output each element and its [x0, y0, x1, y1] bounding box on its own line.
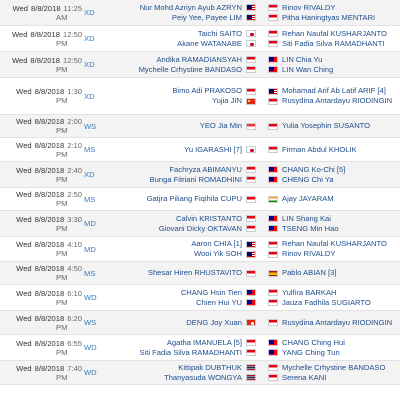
match-time: 2:00 — [67, 117, 82, 126]
match-time: 3:30 — [67, 214, 82, 224]
team1-flags — [244, 78, 258, 114]
match-row[interactable] — [0, 211, 400, 237]
match-weekday: Wed — [11, 29, 28, 39]
match-time: 12:50 — [62, 29, 82, 39]
player-name-link[interactable]: Pablo ABIAN [3] — [282, 268, 337, 277]
player-name-link[interactable]: CHANG Ching Hui — [282, 337, 345, 347]
match-date: 8/8/2018 — [30, 3, 61, 13]
team2-players — [282, 138, 400, 161]
match-event — [82, 262, 114, 284]
player-name-link[interactable]: TSENG Min Hao — [282, 223, 339, 233]
match-event — [82, 188, 114, 210]
team1-players — [112, 188, 242, 210]
match-ampm: PM — [56, 199, 68, 208]
match-weekday: Wed — [16, 313, 32, 323]
player-name-link[interactable]: Mychelle Crhystine BANDASO — [138, 64, 242, 74]
match-date: 8/8/2018 — [34, 363, 65, 373]
team1-players — [112, 335, 242, 360]
match-time: 2:40 — [67, 165, 82, 175]
flag-tpe-icon — [268, 166, 278, 173]
team1-players — [112, 52, 242, 77]
player-name-link[interactable]: Kittipak DUBTHUK — [178, 362, 242, 372]
match-ampm: PM — [56, 322, 68, 332]
flag-ina-icon — [246, 88, 256, 95]
team2-players — [282, 361, 400, 384]
match-date: 8/8/2018 — [34, 117, 65, 126]
team2-flags — [266, 262, 280, 284]
flag-mas-icon — [268, 88, 278, 95]
match-ampm: AM — [56, 12, 68, 22]
player-name-link[interactable]: Siti Fadia Silva RAMADHANTI — [282, 38, 385, 48]
match-weekday: Wed — [16, 190, 32, 199]
match-datetime — [0, 78, 82, 114]
player-name-link[interactable]: Mohamad Arif Ab Latif ARIF [4] — [282, 86, 386, 95]
match-row[interactable] — [0, 262, 400, 285]
match-weekday: Wed — [16, 264, 32, 273]
player-name-link[interactable]: Bimo Adi PRAKOSO — [172, 86, 242, 95]
flag-ina-icon — [246, 339, 256, 346]
team1-flags — [244, 211, 258, 236]
event-code: XD — [84, 170, 95, 179]
player-name-link[interactable]: Siti Fadia Silva RAMADHANTI — [139, 347, 242, 357]
player-name-link[interactable]: Ajay JAYARAM — [282, 194, 334, 203]
match-row[interactable] — [0, 162, 400, 188]
match-weekday: Wed — [16, 288, 32, 298]
flag-ina-icon — [246, 66, 256, 73]
team1-players — [112, 0, 242, 25]
flag-ina-icon — [246, 176, 256, 183]
flag-ina-icon — [268, 123, 278, 130]
team2-players — [282, 335, 400, 360]
event-code: MD — [84, 244, 96, 254]
team2-flags — [266, 361, 280, 384]
flag-tpe-icon — [268, 56, 278, 63]
match-weekday: Wed — [16, 165, 32, 175]
player-name-link[interactable]: YANG Ching Tun — [282, 347, 340, 357]
match-date: 8/8/2018 — [34, 190, 65, 199]
player-name-link[interactable]: Peiy Yee, Payee LIM — [171, 12, 242, 22]
match-weekday: Wed — [16, 338, 32, 348]
team1-players — [112, 262, 242, 284]
team2-players — [282, 285, 400, 310]
match-weekday: Wed — [16, 140, 32, 150]
team2-players — [282, 311, 400, 334]
match-datetime — [0, 285, 82, 310]
match-time: 12:50 — [62, 55, 82, 65]
player-name-link[interactable]: Nur Mohd Azriyn Ayub AZRYN — [139, 2, 242, 12]
player-name-link[interactable]: Yulia Yosephin SUSANTO — [282, 121, 371, 130]
match-row[interactable] — [0, 0, 400, 26]
team2-flags — [266, 335, 280, 360]
flag-ina-icon — [268, 299, 278, 306]
team1-flags — [244, 335, 258, 360]
team2-flags — [266, 237, 280, 261]
player-name-link[interactable]: Yulfira BARKAH — [282, 287, 337, 297]
match-ampm: PM — [56, 174, 68, 184]
event-code: WD — [84, 293, 97, 302]
player-name-link[interactable]: Rehan Naufal KUSHARJANTO — [282, 239, 387, 248]
team2-players — [282, 115, 400, 137]
flag-tha-icon — [246, 374, 256, 381]
match-datetime — [0, 115, 82, 137]
player-name-link[interactable]: Agatha IMANUELA [5] — [166, 337, 242, 347]
match-ampm: PM — [56, 249, 68, 258]
team1-players — [112, 361, 242, 384]
team2-players — [282, 162, 400, 187]
match-time: 11:25 — [63, 3, 82, 13]
match-time: 1:30 — [67, 87, 82, 96]
team2-flags — [266, 188, 280, 210]
match-ampm: PM — [56, 347, 68, 357]
team2-flags — [266, 138, 280, 161]
match-datetime — [0, 188, 82, 210]
match-date: 8/8/2018 — [34, 240, 65, 249]
match-date: 8/8/2018 — [34, 140, 65, 150]
match-event — [82, 361, 114, 384]
match-row[interactable] — [0, 285, 400, 311]
match-time: 4:10 — [67, 240, 82, 249]
player-name-link[interactable]: Giovani Dicky OKTAVAN — [158, 223, 242, 233]
team1-players — [112, 162, 242, 187]
match-date: 8/8/2018 — [34, 214, 65, 224]
match-time: 2:10 — [67, 140, 82, 150]
match-date: 8/8/2018 — [30, 29, 60, 39]
match-datetime — [0, 361, 82, 384]
flag-jpn-icon — [246, 40, 256, 47]
event-code: MS — [84, 145, 96, 154]
match-date: 8/8/2018 — [34, 288, 65, 298]
flag-hkg-icon — [246, 319, 256, 326]
player-name-link[interactable]: LIN Wan Ching — [282, 64, 334, 74]
flag-ina-icon — [268, 364, 278, 371]
match-time: 2:50 — [67, 190, 82, 199]
event-code: MD — [84, 219, 96, 228]
match-datetime — [0, 138, 82, 161]
team2-players — [282, 237, 400, 261]
event-code: XD — [84, 91, 95, 101]
match-time: 6:55 — [67, 338, 82, 348]
match-datetime — [0, 262, 82, 284]
team2-flags — [266, 52, 280, 77]
flag-tpe-icon — [268, 66, 278, 73]
flag-ina-icon — [246, 215, 256, 222]
team1-players — [112, 211, 242, 236]
player-name-link[interactable]: Akane WATANABE — [177, 38, 242, 48]
flag-mas-icon — [246, 4, 256, 11]
team1-players — [112, 311, 242, 334]
player-name-link[interactable]: Yujia JIN — [212, 96, 242, 105]
team1-flags — [244, 262, 258, 284]
flag-ina-icon — [268, 289, 278, 296]
player-name-link[interactable]: Andika RAMADIANSYAH — [156, 54, 242, 64]
flag-ina-icon — [246, 270, 256, 277]
match-event — [82, 211, 114, 236]
match-weekday: Wed — [12, 3, 28, 13]
match-datetime — [0, 311, 82, 334]
flag-tha-icon — [246, 364, 256, 371]
flag-ina-icon — [246, 225, 256, 232]
match-date: 8/8/2018 — [34, 264, 65, 273]
match-row[interactable] — [0, 188, 400, 211]
player-name-link[interactable]: Thanyasuda WONGYA — [164, 372, 242, 382]
match-date: 8/8/2018 — [34, 87, 65, 96]
match-weekday: Wed — [16, 240, 32, 249]
match-event — [82, 52, 114, 77]
player-name-link[interactable]: Firman Abdul KHOLIK — [282, 144, 357, 154]
team1-flags — [244, 285, 258, 310]
flag-tpe-icon — [268, 176, 278, 183]
team2-flags — [266, 311, 280, 334]
match-date: 8/8/2018 — [34, 338, 65, 348]
event-code: XD — [84, 34, 95, 43]
match-datetime — [0, 0, 82, 25]
player-name-link[interactable]: LIN Chia Yu — [282, 54, 323, 64]
team2-flags — [266, 115, 280, 137]
team2-flags — [266, 285, 280, 310]
match-weekday: Wed — [11, 55, 28, 65]
player-name-link[interactable]: Gatjra Piliang Fiqihila CUPU — [146, 194, 242, 203]
team2-flags — [266, 0, 280, 25]
flag-tpe-icon — [268, 349, 278, 356]
match-datetime — [0, 52, 82, 77]
flag-ina-icon — [268, 241, 278, 248]
team1-flags — [244, 0, 258, 25]
player-name-link[interactable]: Rusydina Antardayu RIODINGIN — [282, 96, 393, 105]
flag-tpe-icon — [246, 289, 256, 296]
event-code: MS — [84, 268, 96, 278]
flag-ind-icon — [268, 196, 278, 203]
flag-sgp-icon — [246, 123, 256, 130]
team1-flags — [244, 138, 258, 161]
team1-flags — [244, 115, 258, 137]
team1-players — [112, 138, 242, 161]
flag-ina-icon — [246, 349, 256, 356]
team2-players — [282, 78, 400, 114]
flag-tpe-icon — [268, 225, 278, 232]
event-code: XD — [84, 8, 95, 17]
match-event — [82, 285, 114, 310]
match-datetime — [0, 162, 82, 187]
match-row[interactable] — [0, 237, 400, 262]
flag-ina-icon — [246, 166, 256, 173]
match-date: 8/8/2018 — [34, 313, 65, 323]
match-ampm: PM — [56, 297, 68, 307]
match-event — [82, 237, 114, 261]
match-row[interactable] — [0, 115, 400, 138]
match-weekday: Wed — [16, 87, 32, 96]
event-code: WS — [84, 121, 97, 131]
team2-players — [282, 26, 400, 51]
player-name-link[interactable]: Taichi SAITO — [197, 28, 242, 38]
team2-flags — [266, 78, 280, 114]
flag-ina-icon — [246, 56, 256, 63]
team2-flags — [266, 211, 280, 236]
team2-players — [282, 52, 400, 77]
match-datetime — [0, 211, 82, 236]
team1-flags — [244, 26, 258, 51]
event-code: WS — [84, 318, 97, 327]
player-name-link[interactable]: Rinov RIVALDY — [282, 249, 336, 258]
player-name-link[interactable]: Mychelle Crhystine BANDASO — [282, 362, 386, 372]
flag-ina-icon — [268, 14, 278, 21]
match-time: 4:50 — [67, 264, 82, 273]
player-name-link[interactable]: CHANG Hsin Tien — [180, 287, 242, 297]
flag-jpn-icon — [246, 30, 256, 37]
team1-players — [112, 115, 242, 137]
flag-ina-icon — [268, 374, 278, 381]
match-ampm: PM — [56, 96, 68, 105]
flag-tpe-icon — [268, 339, 278, 346]
flag-mas-icon — [246, 251, 256, 258]
team1-players — [112, 285, 242, 310]
match-ampm: PM — [56, 126, 68, 135]
match-ampm: PM — [56, 273, 68, 282]
flag-tpe-icon — [268, 215, 278, 222]
match-date: 8/8/2018 — [30, 55, 60, 65]
flag-mas-icon — [246, 241, 256, 248]
player-name-link[interactable]: Shesar Hiren RHUSTAVITO — [147, 268, 242, 277]
match-event — [82, 162, 114, 187]
match-weekday: Wed — [16, 363, 32, 373]
player-name-link[interactable]: DENG Joy Xuan — [186, 317, 242, 327]
event-code: XD — [84, 60, 95, 69]
team2-flags — [266, 162, 280, 187]
flag-tpe-icon — [246, 299, 256, 306]
match-row[interactable] — [0, 138, 400, 162]
team1-flags — [244, 361, 258, 384]
player-name-link[interactable]: LIN Shang Kai — [282, 213, 331, 223]
team1-players — [112, 26, 242, 51]
player-name-link[interactable]: Wooi Yik SOH — [194, 249, 242, 258]
team2-players — [282, 211, 400, 236]
team2-players — [282, 262, 400, 284]
flag-ina-icon — [268, 4, 278, 11]
player-name-link[interactable]: Yu IGARASHI [7] — [184, 144, 242, 154]
player-name-link[interactable]: Chien Hui YU — [196, 297, 242, 307]
flag-ina-icon — [268, 146, 278, 153]
match-ampm: PM — [56, 372, 68, 382]
flag-ina-icon — [268, 30, 278, 37]
match-event — [82, 335, 114, 360]
match-time: 6:10 — [67, 288, 82, 298]
event-code: WD — [84, 343, 97, 352]
player-name-link[interactable]: Bunga Fitriani ROMADHINI — [149, 174, 242, 184]
flag-ina-icon — [268, 319, 278, 326]
flag-ina-icon — [246, 196, 256, 203]
player-name-link[interactable]: Serena KANI — [282, 372, 327, 382]
match-ampm: PM — [56, 38, 68, 48]
match-date: 8/8/2018 — [34, 165, 65, 175]
match-event — [82, 138, 114, 161]
match-row[interactable] — [0, 52, 400, 78]
event-code: WD — [84, 368, 97, 377]
player-name-link[interactable]: Rinov RIVALDY — [282, 2, 336, 12]
team2-players — [282, 188, 400, 210]
match-event — [82, 78, 114, 114]
match-datetime — [0, 237, 82, 261]
team1-flags — [244, 237, 258, 261]
player-name-link[interactable]: Rusydina Antardayu RIODINGIN — [282, 317, 393, 327]
flag-ina-icon — [268, 40, 278, 47]
match-row[interactable] — [0, 26, 400, 52]
match-datetime — [0, 26, 82, 51]
match-time: 7:40 — [67, 363, 82, 373]
player-name-link[interactable]: Rehan Naufal KUSHARJANTO — [282, 28, 387, 38]
team1-players — [112, 78, 242, 114]
match-event — [82, 26, 114, 51]
match-row[interactable] — [0, 361, 400, 385]
flag-mas-icon — [246, 14, 256, 21]
match-row[interactable] — [0, 78, 400, 115]
player-name-link[interactable]: CHANG Ko-Chi [5] — [282, 164, 346, 174]
match-event — [82, 115, 114, 137]
match-ampm: PM — [56, 223, 68, 233]
team1-flags — [244, 311, 258, 334]
player-name-link[interactable]: Aaron CHIA [1] — [191, 239, 242, 248]
match-ampm: PM — [56, 64, 68, 74]
match-event — [82, 311, 114, 334]
team1-flags — [244, 52, 258, 77]
match-event — [82, 0, 114, 25]
player-name-link[interactable]: CHENG Chi Ya — [282, 174, 334, 184]
team1-players — [112, 237, 242, 261]
match-row[interactable] — [0, 311, 400, 335]
team1-flags — [244, 162, 258, 187]
match-row[interactable] — [0, 335, 400, 361]
match-weekday: Wed — [16, 214, 32, 224]
player-name-link[interactable]: Calvin KRISTANTO — [176, 213, 242, 223]
flag-ina-icon — [268, 251, 278, 258]
match-time: 6:20 — [67, 313, 82, 323]
player-name-link[interactable]: Pitha Haningtyas MENTARI — [282, 12, 376, 22]
flag-jpn-icon — [246, 146, 256, 153]
flag-chn-icon — [246, 98, 256, 105]
player-name-link[interactable]: YEO Jia Min — [199, 121, 242, 130]
team1-flags — [244, 188, 258, 210]
flag-ina-icon — [268, 98, 278, 105]
player-name-link[interactable]: Fachryza ABIMANYU — [169, 164, 242, 174]
team2-flags — [266, 26, 280, 51]
event-code: MS — [84, 194, 96, 204]
team2-players — [282, 0, 400, 25]
match-ampm: PM — [56, 149, 68, 159]
player-name-link[interactable]: Jauza Fadhila SUGIARTO — [282, 297, 371, 307]
match-weekday: Wed — [16, 117, 32, 126]
match-datetime — [0, 335, 82, 360]
flag-esp-icon — [268, 270, 278, 277]
